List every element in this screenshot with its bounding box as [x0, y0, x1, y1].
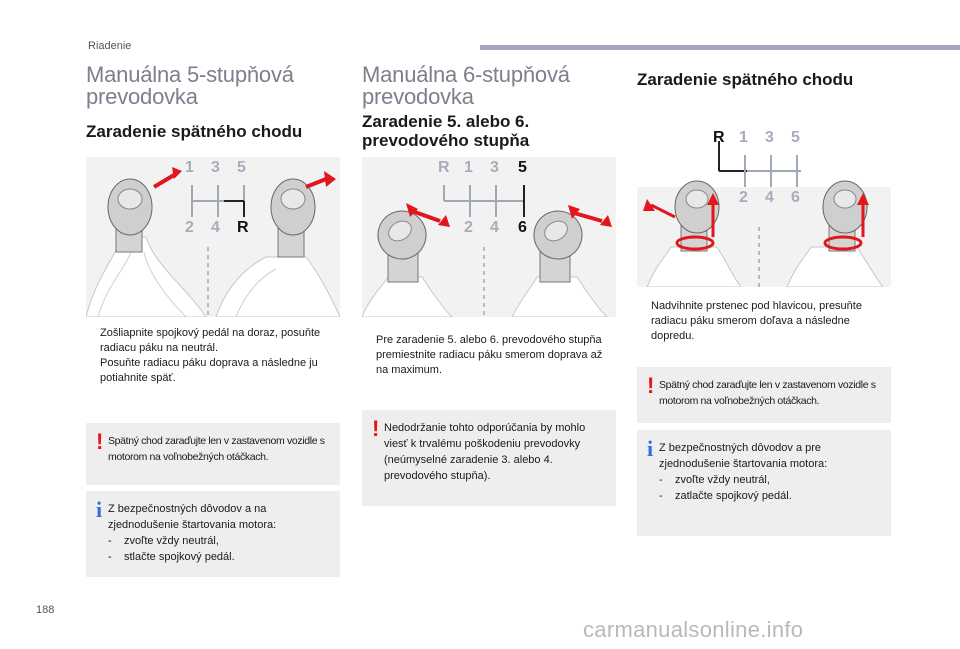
gear-label-4: 4 [765, 189, 774, 206]
gearshift-illustration-5-speed [86, 157, 340, 317]
subtitle-line-1: Zaradenie 5. alebo 6. [362, 112, 530, 131]
section-title-6-speed [362, 64, 617, 108]
gear-label-1: 1 [739, 129, 748, 146]
info-content [108, 501, 332, 565]
info-item-text: zvoľte vždy neutrál, [675, 474, 770, 486]
info-item-text: stlačte spojkový pedál. [124, 551, 235, 563]
list-item [108, 549, 332, 565]
gear-label-1: 1 [464, 159, 473, 176]
bullet-text: Posuňte radiacu páku doprava a následne ju potiahnite späť. [100, 357, 318, 384]
list-item [659, 472, 883, 488]
bullet-text: Zošliapnite spojkový pedál na doraz, posuňte radiacu páku na neutrál. [100, 327, 321, 354]
list-item [108, 533, 332, 549]
title-line-1: Manuálna 5-stupňová [86, 62, 294, 87]
dash-icon: - [108, 535, 112, 547]
column-5-speed [86, 64, 341, 141]
column-6-speed-reverse [637, 64, 892, 89]
warning-text: Spätný chod zaraďujte len v zastavenom vozidle s motorom na voľnobežných otáčkach. [108, 435, 325, 463]
gear-label-1: 1 [185, 159, 194, 176]
list-item [637, 299, 889, 344]
list-item [659, 488, 883, 504]
gear-label-6: 6 [518, 219, 527, 236]
gear-label-3: 3 [490, 159, 499, 176]
gearshift-illustration-6-speed [362, 157, 616, 317]
info-icon: i [647, 436, 654, 461]
info-item-text: zatlačte spojkový pedál. [675, 490, 792, 502]
instructions-reverse [637, 299, 889, 344]
list-item [86, 356, 336, 386]
warning-box-col1 [86, 423, 340, 485]
gear-label-2: 2 [464, 219, 473, 236]
subtitle-reverse-gear: Zaradenie spätného chodu [637, 70, 854, 89]
dash-icon: - [108, 551, 112, 563]
list-item [86, 326, 336, 356]
gearshift-5-speed-svg [86, 157, 340, 317]
gear-label-6: 6 [791, 189, 800, 206]
subtitle-reverse-gear: Zaradenie spätného chodu [86, 122, 303, 141]
section-title-5-speed [86, 64, 341, 108]
warning-text: Spätný chod zaraďujte len v zastavenom vozidle s motorom na voľnobežných otáčkach. [659, 379, 876, 407]
warning-icon: ! [372, 416, 380, 441]
gear-label-5: 5 [518, 159, 527, 176]
gearshift-illustration-reverse [637, 127, 891, 287]
info-box-col3 [637, 430, 891, 536]
list-item [362, 333, 612, 378]
gear-label-r: R [237, 219, 249, 236]
subtitle-5th-6th-gear [362, 112, 617, 150]
gear-label-2: 2 [739, 189, 748, 206]
gearshift-reverse-svg [637, 127, 891, 287]
gear-label-2: 2 [185, 219, 194, 236]
instructions-5-speed [86, 326, 336, 386]
warning-text: Nedodržanie tohto odporúčania by mohlo viesť k trvalému poškodeniu prevodovky (neúmyselné zaradenie 3. alebo 4. prevodového stupňa). [384, 422, 586, 482]
gear-label-r: R [438, 159, 450, 176]
dash-icon: - [659, 490, 663, 502]
bullet-text: Nadvihnite prstenec pod hlavicou, presuňte radiacu páku smerom doľava a následne dopredu. [651, 300, 862, 342]
title-line-2: prevodovka [86, 84, 198, 109]
header-bar [480, 45, 960, 50]
watermark: carmanualsonline.info [583, 617, 804, 642]
gear-label-4: 4 [211, 219, 220, 236]
gear-label-4: 4 [490, 219, 499, 236]
info-icon: i [96, 497, 103, 522]
gear-label-3: 3 [765, 129, 774, 146]
info-box-col1 [86, 491, 340, 577]
subtitle-line-2: prevodového stupňa [362, 131, 530, 150]
info-intro: Z bezpečnostných dôvodov a na zjednodušenie štartovania motora: [108, 503, 277, 531]
warning-box-col2 [362, 410, 616, 506]
gear-label-5: 5 [237, 159, 246, 176]
gear-label-5: 5 [791, 129, 800, 146]
column-6-speed [362, 64, 617, 150]
gear-label-3: 3 [211, 159, 220, 176]
bullet-arrow-icon [86, 356, 100, 386]
info-content [659, 440, 883, 504]
warning-icon: ! [96, 429, 104, 454]
title-line-1: Manuálna 6-stupňová [362, 62, 570, 87]
bullet-text: Pre zaradenie 5. alebo 6. prevodového stupňa premiestnite radiacu páku smerom doprava až na maximum. [376, 334, 603, 376]
page-number: 188 [36, 604, 55, 616]
bullet-arrow-icon [637, 299, 651, 344]
title-line-2: prevodovka [362, 84, 474, 109]
warning-icon: ! [647, 373, 655, 398]
bullet-arrow-icon [362, 333, 376, 378]
header-section-label: Riadenie [88, 40, 132, 52]
instructions-6-speed [362, 333, 612, 378]
dash-icon: - [659, 474, 663, 486]
gearshift-6-speed-svg [362, 157, 616, 317]
info-intro: Z bezpečnostných dôvodov a pre zjednodušenie štartovania motora: [659, 442, 828, 470]
warning-box-col3 [637, 367, 891, 423]
info-item-text: zvoľte vždy neutrál, [124, 535, 219, 547]
gear-label-r: R [713, 129, 725, 146]
bullet-arrow-icon [86, 326, 100, 356]
